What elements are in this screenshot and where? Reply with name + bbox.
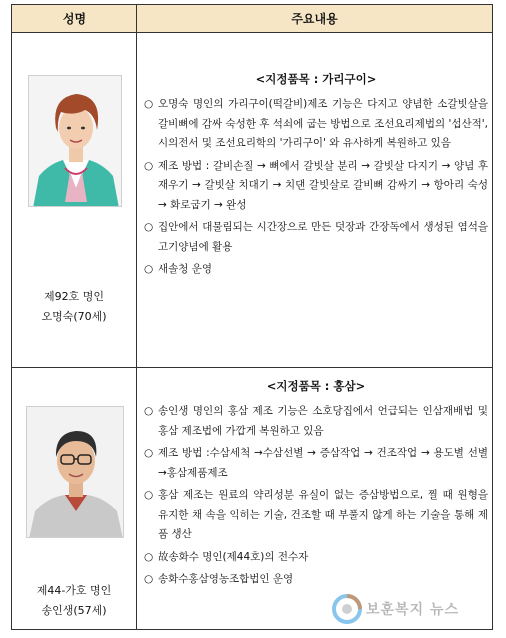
content-song <box>144 378 488 593</box>
list-item <box>144 260 488 280</box>
caption-song-title: 제44-가호 명인 <box>36 584 112 597</box>
list-item-text: 집안에서 대물림되는 시간장으로 만든 덧장과 간장독에서 생성된 염석을 고기양념에 활용 <box>158 221 488 253</box>
info-table <box>11 4 493 630</box>
portrait-photo-song <box>26 406 124 538</box>
bullet-icon: ○ <box>144 405 154 417</box>
caption-oh <box>12 287 136 327</box>
man-portrait-icon <box>27 407 124 538</box>
header-content: 주요내용 <box>291 12 338 26</box>
list-item-text: 새솔청 운영 <box>158 263 213 275</box>
caption-oh-title: 제92호 명인 <box>44 290 104 303</box>
caption-song-name: 송인생(57세) <box>41 604 107 617</box>
bullet-icon: ○ <box>144 489 154 501</box>
bullet-icon: ○ <box>144 159 154 172</box>
column-divider <box>136 5 137 629</box>
table-header <box>12 5 492 33</box>
bullet-icon: ○ <box>144 573 154 585</box>
list-item <box>144 486 488 545</box>
list-item <box>144 548 488 568</box>
list-item <box>144 402 488 441</box>
portrait-photo-oh <box>28 75 122 207</box>
list-item-text: 제조 방법 :수삼세척 →수삼선별 → 증삼작업 → 건조작업 → 용도별 선별 →홍삼제품제조 <box>158 447 488 479</box>
bullet-icon: ○ <box>144 221 154 233</box>
bullet-icon: ○ <box>144 98 154 110</box>
section-title-song: <지정품목 : 홍삼> <box>266 379 366 393</box>
list-item <box>144 444 488 483</box>
section-title-oh: <지정품목 : 가리구이> <box>255 72 377 86</box>
list-item-text: 제조 방법 : 갈비손질 → 뼈에서 갈빗살 분리 → 갈빗살 다지기 → 양념 후 재우기 → 갈빗살 치대기 → 치댄 갈빗살로 갈비뼈 감싸기 → 항아리 숙성 → 화로굽기 → 완성 <box>158 159 488 211</box>
woman-hanbok-portrait-icon <box>29 76 122 207</box>
bullet-icon: ○ <box>144 447 154 459</box>
list-item <box>144 95 488 154</box>
list-item-text: 故송화수 명인(제44호)의 전수자 <box>158 550 309 563</box>
bullet-icon: ○ <box>144 263 154 275</box>
watermark <box>332 592 502 626</box>
list-item-text: 홍삼 제조는 원료의 약리성분 유실이 없는 증삼방법으로, 찔 때 원형을 유지한 채 속을 익히는 기술, 건조할 때 부풀지 않게 하는 기술을 통해 제품 생산 <box>158 489 488 540</box>
caption-oh-name: 오명숙(70세) <box>41 310 107 323</box>
list-item-text: 오명숙 명인의 가리구이(떡갈비)제조 기능은 다지고 양념한 소갈빗살을 갈비뼈에 감싸 숙성한 후 석쇠에 굽는 방법으로 조선요리제법의 '섭산적', 시의전서 및 조선요리학의 '가리구이' 와 유사하게 복원하고 있음 <box>158 98 488 149</box>
content-oh <box>144 71 488 283</box>
watermark-text: 보훈복지 뉴스 <box>366 602 460 618</box>
caption-song <box>12 581 136 621</box>
list-item <box>144 157 488 216</box>
news-logo-icon <box>332 594 362 624</box>
list-item-text: 송화수홍삼영농조합법인 운영 <box>158 573 294 585</box>
row-divider <box>12 367 492 368</box>
list-item <box>144 218 488 257</box>
list-item-text: 송인생 명인의 홍삼 제조 기능은 소호당집에서 언급되는 인삼재배법 및 홍삼 제조법에 가깝게 복원하고 있음 <box>158 405 488 437</box>
list-item <box>144 570 488 590</box>
header-name: 성명 <box>62 12 87 26</box>
bullet-icon: ○ <box>144 550 154 563</box>
